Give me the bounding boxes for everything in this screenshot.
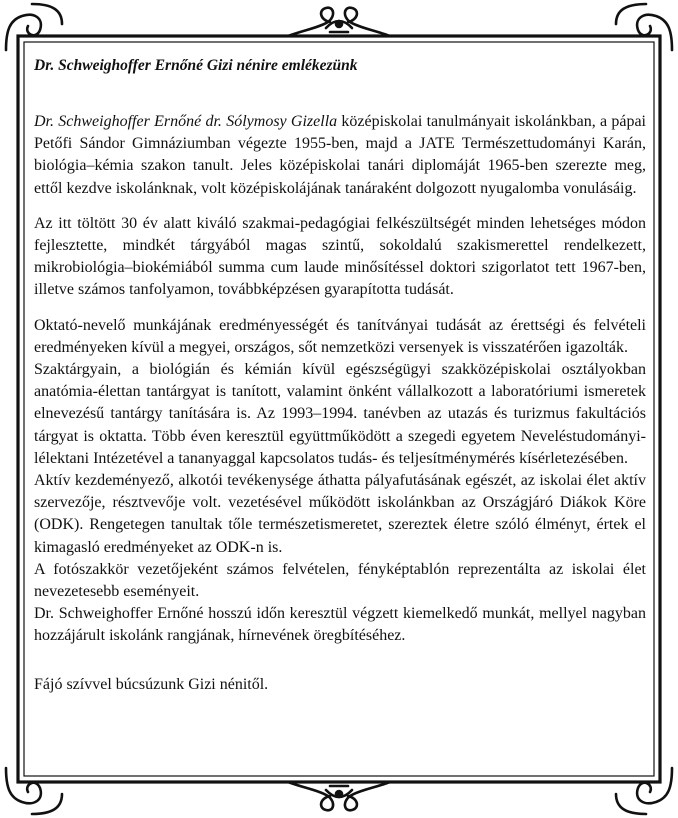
corner-ornament-top-left — [6, 4, 62, 50]
corner-ornament-top-right — [616, 4, 672, 50]
corner-ornament-bottom-left — [6, 768, 62, 814]
paragraph-subjects-taught: Szaktárgyain, a biológián és kémián kívül egészségügyi szakközépiskolai osztályokban anatómia-élettan tantárgyat is tanított, valamint önként vállalkozott a laboratóriumi ismeretek elnevezésű tantárgy tanítására is. Az 1993–1994. tanévben az utazás és turizmus fakultációs tárgyat is oktatta. Több éven keresztül együttműködött a szegedi egyetem Neveléstudományi-lélektani Intézetével a tananyaggal kapcsolatos tudás- és teljesítménymérés kísérletezésében. — [34, 361, 646, 467]
corner-ornament-bottom-right — [616, 768, 672, 814]
teacher-full-name: Dr. Schweighoffer Ernőné dr. Sólymosy Gizella — [34, 113, 338, 130]
paragraph-professional-development: Az itt töltött 30 év alatt kiváló szakmai-pedagógiai felkészültségét minden lehetséges módon fejlesztette, mindkét tárgyából magas szintű, sokoldalú szakismerettel rendelkezett, mikrobiológia–biokémiából summa cum laude minősítéssel doktori szigorlatot tett 1967-ben, illetve számos tanfolyamon, továbbképzésen gyarapította tudását. — [34, 214, 646, 299]
paragraph-photo-club: A fotószakkör vezetőjeként számos felvételen, fényképtablón reprezentálta az iskolai élet nevezetesebb eseményeit. — [34, 560, 646, 601]
paragraph-odk-activities: Aktív kezdeményező, alkotói tevékenysége áthatta pályafutásának egészét, az iskolai élet aktív szervezője, résztvevője volt. vezetésével működött iskolánkban az Országjáró Diákok Köre (ODK). Rengetegen tanultak tőle természetismeretet, szereztek életre szóló élményt, értek el kimagasló eredményeket az ODK-n is. — [34, 472, 646, 556]
closing-farewell: Fájó szívvel búcsúzunk Gizi nénitől. — [34, 675, 269, 693]
memorial-title: Dr. Schweighoffer Ernőné Gizi nénire emlékezünk — [34, 57, 358, 74]
paragraph-student-results: Oktató-nevelő munkájának eredményességét és tanítványai tudását az érettségi és felvételi eredményeken kívül a megyei, országos, sőt nemzetközi versenyek is visszatérően igazolták. — [34, 316, 646, 356]
paragraph-legacy: Dr. Schweighoffer Ernőné hosszú időn keresztül végzett kiemelkedő munkát, mellyel nagyban hozzájárult iskolánk rangjának, hírnevének öregbítéséhez. — [34, 605, 646, 645]
bottom-flourish-ornament — [288, 782, 390, 810]
paragraph-text: középiskolai tanulmányait iskolánkban, a pápai Petőfi Sándor Gimnáziumban végezte 1955-ben, majd a JATE Természettudományi Karán, biológia–kémia szakon tanult. Jeles középiskolai tanári diplomáját 1965-ben szerezte meg, ettől kezdve iskolánknak, volt középiskolájának tanáraként dolgozott nyugalomba vonulásáig. — [34, 113, 646, 197]
paragraph-biography-education — [34, 111, 646, 200]
memorial-text-body — [34, 52, 646, 696]
top-flourish-ornament — [288, 8, 390, 36]
